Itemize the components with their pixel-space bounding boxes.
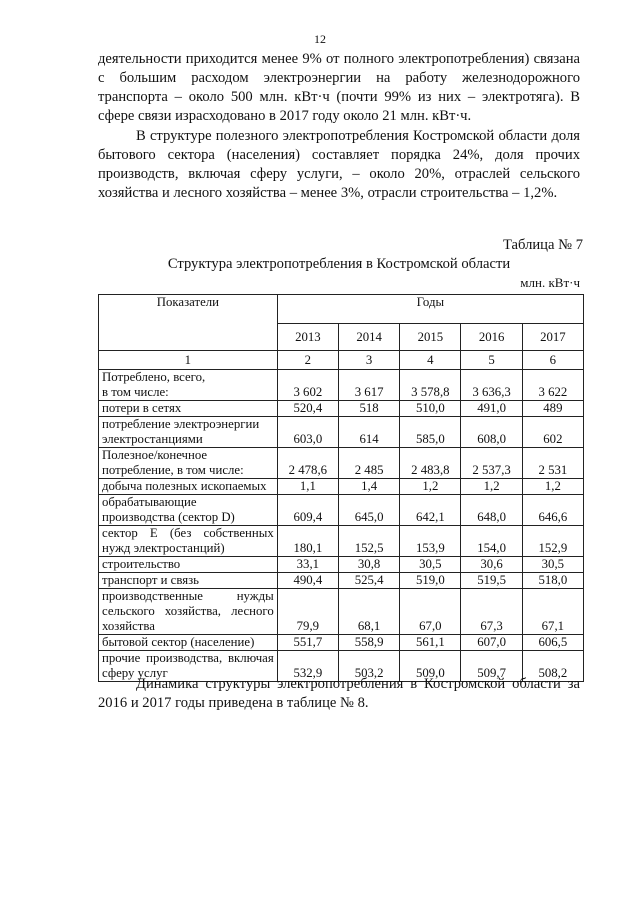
table-row <box>99 495 584 526</box>
table-row <box>99 448 584 479</box>
row-value: 2 478,6 <box>277 448 338 479</box>
header-year: 2016 <box>461 324 522 351</box>
row-value: 30,5 <box>522 557 583 573</box>
header-year: 2014 <box>338 324 399 351</box>
row-value: 489 <box>522 401 583 417</box>
column-number: 6 <box>522 351 583 370</box>
row-value: 3 617 <box>338 370 399 401</box>
header-years: Годы <box>277 295 583 324</box>
row-value: 519,0 <box>400 573 461 589</box>
row-value: 30,8 <box>338 557 399 573</box>
row-value: 30,5 <box>400 557 461 573</box>
table-units: млн. кВт·ч <box>520 275 580 290</box>
row-value: 509,0 <box>400 651 461 682</box>
row-value: 490,4 <box>277 573 338 589</box>
row-label: бытовой сектор (население) <box>99 635 278 651</box>
row-value: 609,4 <box>277 495 338 526</box>
page-number: 12 <box>314 32 326 46</box>
column-number-row <box>99 351 584 370</box>
row-value: 3 602 <box>277 370 338 401</box>
column-number: 2 <box>277 351 338 370</box>
row-label: прочие производства, включая сферу услуг <box>99 651 278 682</box>
header-year: 2015 <box>400 324 461 351</box>
table-row <box>99 635 584 651</box>
row-value: 1,2 <box>461 479 522 495</box>
row-value: 519,5 <box>461 573 522 589</box>
row-value: 602 <box>522 417 583 448</box>
header-year: 2017 <box>522 324 583 351</box>
table-body <box>99 370 584 682</box>
table-row <box>99 557 584 573</box>
row-value: 491,0 <box>461 401 522 417</box>
header-indicators: Показатели <box>99 295 278 351</box>
row-label: транспорт и связь <box>99 573 278 589</box>
row-value: 3 622 <box>522 370 583 401</box>
row-label: производственные нужды сельского хозяйства, лесного хозяйства <box>99 589 278 635</box>
row-value: 508,2 <box>522 651 583 682</box>
row-value: 1,2 <box>400 479 461 495</box>
header-year: 2013 <box>277 324 338 351</box>
row-value: 518 <box>338 401 399 417</box>
column-number: 3 <box>338 351 399 370</box>
paragraph-transport: деятельности приходится менее 9% от полного электропотребления) связана с большим расходом электроэнергии на работу железнодорожного транспорта – около 500 млн. кВт·ч (почти 99% из них – электротяга). В сфере связи израсходовано в 2017 году около 21 млн. кВт·ч. <box>98 51 580 124</box>
row-value: 551,7 <box>277 635 338 651</box>
row-value: 646,6 <box>522 495 583 526</box>
row-value: 608,0 <box>461 417 522 448</box>
column-number: 5 <box>461 351 522 370</box>
electricity-consumption-table <box>98 294 584 682</box>
paragraph-dynamics: Динамика структуры электропотребления в Костромской области за 2016 и 2017 годы приведена в таблице № 8. <box>98 676 580 711</box>
table-row <box>99 573 584 589</box>
paragraph-structure: В структуре полезного электропотребления Костромской области доля бытового сектора (населения) составляет порядка 24%, доля прочих производств, включая сферу услуги, – около 20%, отраслей сельского хозяйства и лесного хозяйства – менее 3%, отрасли строительства – 1,2%. <box>98 128 580 201</box>
row-value: 606,5 <box>522 635 583 651</box>
column-number: 1 <box>99 351 278 370</box>
table-number: Таблица № 7 <box>503 237 583 253</box>
row-value: 154,0 <box>461 526 522 557</box>
row-value: 2 537,3 <box>461 448 522 479</box>
row-value: 614 <box>338 417 399 448</box>
row-value: 561,1 <box>400 635 461 651</box>
row-label: добыча полезных ископаемых <box>99 479 278 495</box>
table-row <box>99 417 584 448</box>
row-value: 2 531 <box>522 448 583 479</box>
table-row <box>99 479 584 495</box>
row-label: строительство <box>99 557 278 573</box>
row-value: 645,0 <box>338 495 399 526</box>
row-value: 607,0 <box>461 635 522 651</box>
row-value: 2 483,8 <box>400 448 461 479</box>
row-value: 509,7 <box>461 651 522 682</box>
row-label: Потреблено, всего, в том числе: <box>99 370 278 401</box>
row-value: 558,9 <box>338 635 399 651</box>
row-value: 1,1 <box>277 479 338 495</box>
row-value: 642,1 <box>400 495 461 526</box>
row-value: 648,0 <box>461 495 522 526</box>
row-value: 510,0 <box>400 401 461 417</box>
row-value: 525,4 <box>338 573 399 589</box>
row-value: 180,1 <box>277 526 338 557</box>
row-label: потери в сетях <box>99 401 278 417</box>
row-label: Полезное/конечное потребление, в том числе: <box>99 448 278 479</box>
row-value: 532,9 <box>277 651 338 682</box>
row-label: сектор E (без собственных нужд электростанций) <box>99 526 278 557</box>
row-value: 1,2 <box>522 479 583 495</box>
row-value: 3 578,8 <box>400 370 461 401</box>
row-value: 518,0 <box>522 573 583 589</box>
row-value: 68,1 <box>338 589 399 635</box>
row-value: 520,4 <box>277 401 338 417</box>
row-value: 67,1 <box>522 589 583 635</box>
row-value: 152,9 <box>522 526 583 557</box>
row-value: 153,9 <box>400 526 461 557</box>
row-value: 152,5 <box>338 526 399 557</box>
row-value: 603,0 <box>277 417 338 448</box>
table-row <box>99 526 584 557</box>
row-value: 1,4 <box>338 479 399 495</box>
row-value: 67,3 <box>461 589 522 635</box>
table-row <box>99 370 584 401</box>
row-value: 30,6 <box>461 557 522 573</box>
table-title: Структура электропотребления в Костромской области <box>167 256 511 272</box>
table-row <box>99 589 584 635</box>
row-value: 3 636,3 <box>461 370 522 401</box>
row-value: 33,1 <box>277 557 338 573</box>
table-row <box>99 401 584 417</box>
row-value: 503,2 <box>338 651 399 682</box>
row-value: 585,0 <box>400 417 461 448</box>
row-value: 79,9 <box>277 589 338 635</box>
row-label: обрабатывающие производства (сектор D) <box>99 495 278 526</box>
row-value: 2 485 <box>338 448 399 479</box>
row-value: 67,0 <box>400 589 461 635</box>
row-label: потребление электроэнергии электростанциями <box>99 417 278 448</box>
column-number: 4 <box>400 351 461 370</box>
